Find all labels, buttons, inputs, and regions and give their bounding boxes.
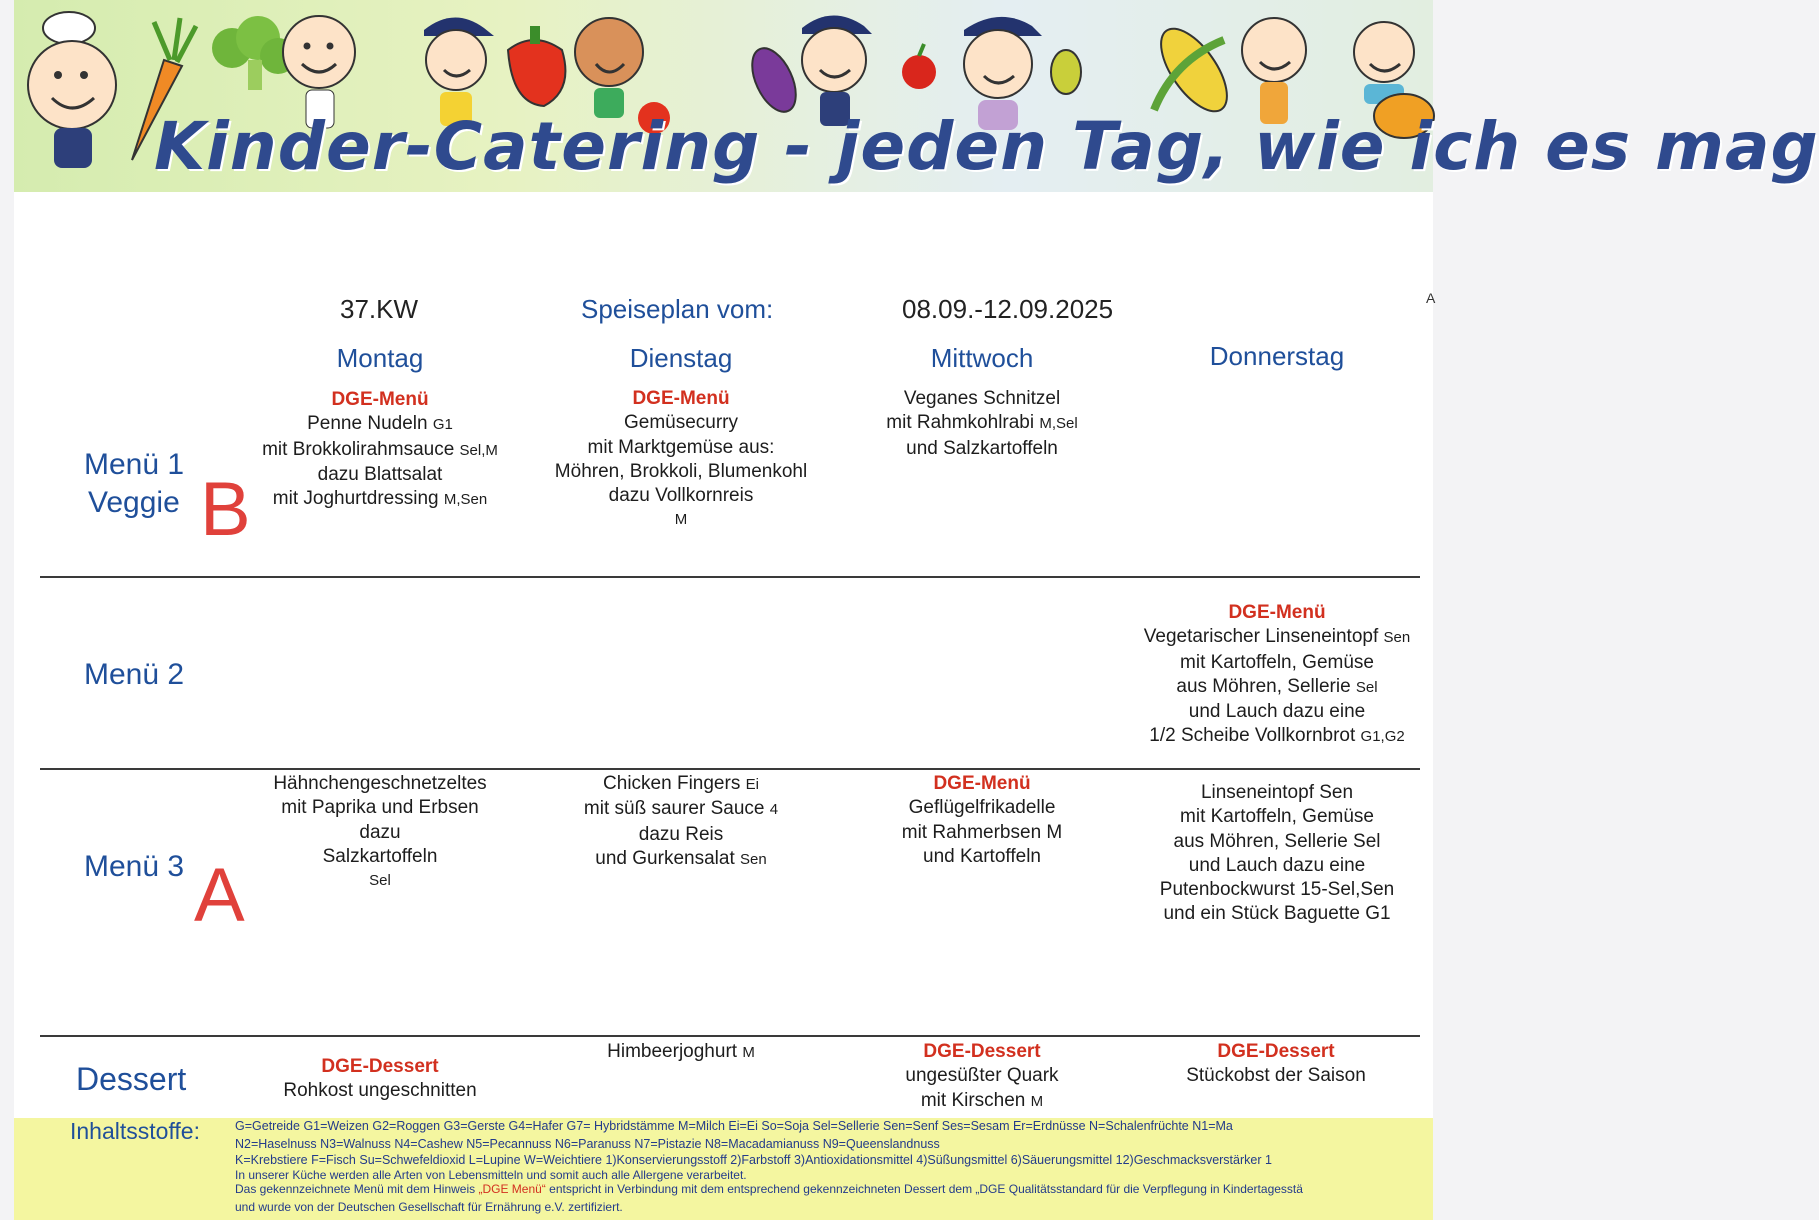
header-banner — [14, 0, 1819, 192]
allergen-legend — [14, 1118, 1433, 1220]
menu2-donnerstag-cell: DGE-Menü Vegetarischer Linseneintopf Sen mit Kartoffeln, Gemüse aus Möhren, Sellerie Sel und Lauch dazu eine 1/2 Scheibe Vollkornbrot G1,G2 — [1143, 602, 1411, 747]
legend-line: N2=Haselnuss N3=Walnuss N4=Cashew N5=Pecannuss N6=Paranuss N7=Pistazie N8=Macadamianuss N9=Queenslandnuss — [235, 1137, 940, 1151]
marker-letter-b: B — [200, 467, 251, 552]
chef-kid-illustration — [28, 12, 116, 168]
legend-line: G=Getreide G1=Weizen G2=Roggen G3=Gerste G4=Hafer G7= Hybridstämme M=Milch Ei=Ei So=Soja Sel=Sellerie Sen=Senf Ses=Sesam Er=Erdnüsse N=Schalenfrüchte N1=Ma — [235, 1119, 1233, 1133]
menu3-montag-cell: Hähnchengeschnetzeltes mit Paprika und Erbsen dazu Salzkartoffeln Sel — [273, 773, 487, 890]
day-header-donnerstag: Donnerstag — [1209, 341, 1345, 371]
corn-illustration — [1148, 18, 1239, 122]
menu-page — [14, 0, 1819, 1220]
legend-line: K=Krebstiere F=Fisch Su=Schwefeldioxid L=Lupine W=Weichtiere 1)Konservierungsstoff 2)Farbstoff 3)Antioxidationsmittel 4)Süßungsmittel 6)Säuerungsmittel 12)Geschmacksverstärker 1 — [235, 1153, 1272, 1167]
dessert-mittwoch-cell: DGE-Dessert ungesüßter Quark mit Kirschen M — [905, 1041, 1059, 1111]
menu1-montag-cell: DGE-Menü Penne Nudeln G1 mit Brokkolirahmsauce Sel,M dazu Blattsalat mit Joghurtdressing M,Sen — [262, 389, 498, 510]
menu1-mittwoch-cell: Veganes Schnitzel mit Rahmkohlrabi M,Sel und Salzkartoffeln — [886, 388, 1078, 459]
row-label-menu3: Menü 3 — [84, 850, 185, 883]
row-divider — [40, 768, 1420, 770]
legend-line: In unserer Küche werden alle Arten von Lebensmitteln und somit auch alle Allergene verarbeitet. — [235, 1168, 747, 1182]
dessert-dienstag-cell: Himbeerjoghurt M — [607, 1041, 755, 1062]
day-header-montag: Montag — [336, 343, 424, 373]
menu3-dienstag-cell: Chicken Fingers Ei mit süß saurer Sauce 4 dazu Reis und Gurkensalat Sen — [583, 773, 779, 869]
row-divider — [40, 576, 1420, 578]
week-number: 37.KW — [340, 294, 419, 324]
dessert-montag-cell: DGE-Dessert Rohkost ungeschnitten — [283, 1056, 477, 1102]
day-header-dienstag: Dienstag — [629, 343, 733, 373]
legend-line: und wurde von der Deutschen Gesellschaft für Ernährung e.V. zertifiziert. — [235, 1200, 623, 1214]
paprika-illustration — [508, 26, 565, 106]
apple-illustration — [902, 44, 936, 89]
legend-line: Das gekennzeichnete Menü mit dem Hinweis „DGE Menü“ entspricht in Verbindung mit dem entsprechend gekennzeichneten Dessert dem „DGE Qualitätsstandard für die Verpflegung in Kindertagesstä — [235, 1182, 1303, 1196]
pear-illustration — [1051, 50, 1081, 94]
row-label-menu1: Menü 1 Veggie — [84, 448, 185, 519]
row-divider — [40, 1035, 1420, 1037]
legend-label: Inhaltsstoffe: — [70, 1118, 200, 1144]
menu3-donnerstag-cell: Linseneintopf Sen mit Kartoffeln, Gemüse aus Möhren, Sellerie Sel und Lauch dazu eine Putenbockwurst 15-Sel,Sen und ein Stück Baguette G1 — [1159, 782, 1395, 925]
row-label-menu2: Menü 2 — [84, 658, 185, 691]
marker-letter-a: A — [194, 853, 245, 938]
date-range: 08.09.-12.09.2025 — [902, 294, 1114, 324]
dessert-donnerstag-cell: DGE-Dessert Stückobst der Saison — [1186, 1041, 1366, 1087]
banner-title: Kinder-Catering - jeden Tag, wie ich es mag — [154, 108, 1819, 185]
row-label-dessert: Dessert — [76, 1061, 187, 1097]
day-header-mittwoch: Mittwoch — [930, 343, 1034, 373]
menu1-dienstag-cell: DGE-Menü Gemüsecurry mit Marktgemüse aus: Möhren, Brokkoli, Blumenkohl dazu Vollkornreis M — [554, 388, 808, 529]
plan-label: Speiseplan vom: — [581, 294, 774, 324]
page-edge-mark: A — [1426, 290, 1436, 306]
menu3-mittwoch-cell: DGE-Menü Geflügelfrikadelle mit Rahmerbsen M und Kartoffeln — [901, 773, 1063, 867]
eggplant-illustration — [743, 42, 804, 119]
